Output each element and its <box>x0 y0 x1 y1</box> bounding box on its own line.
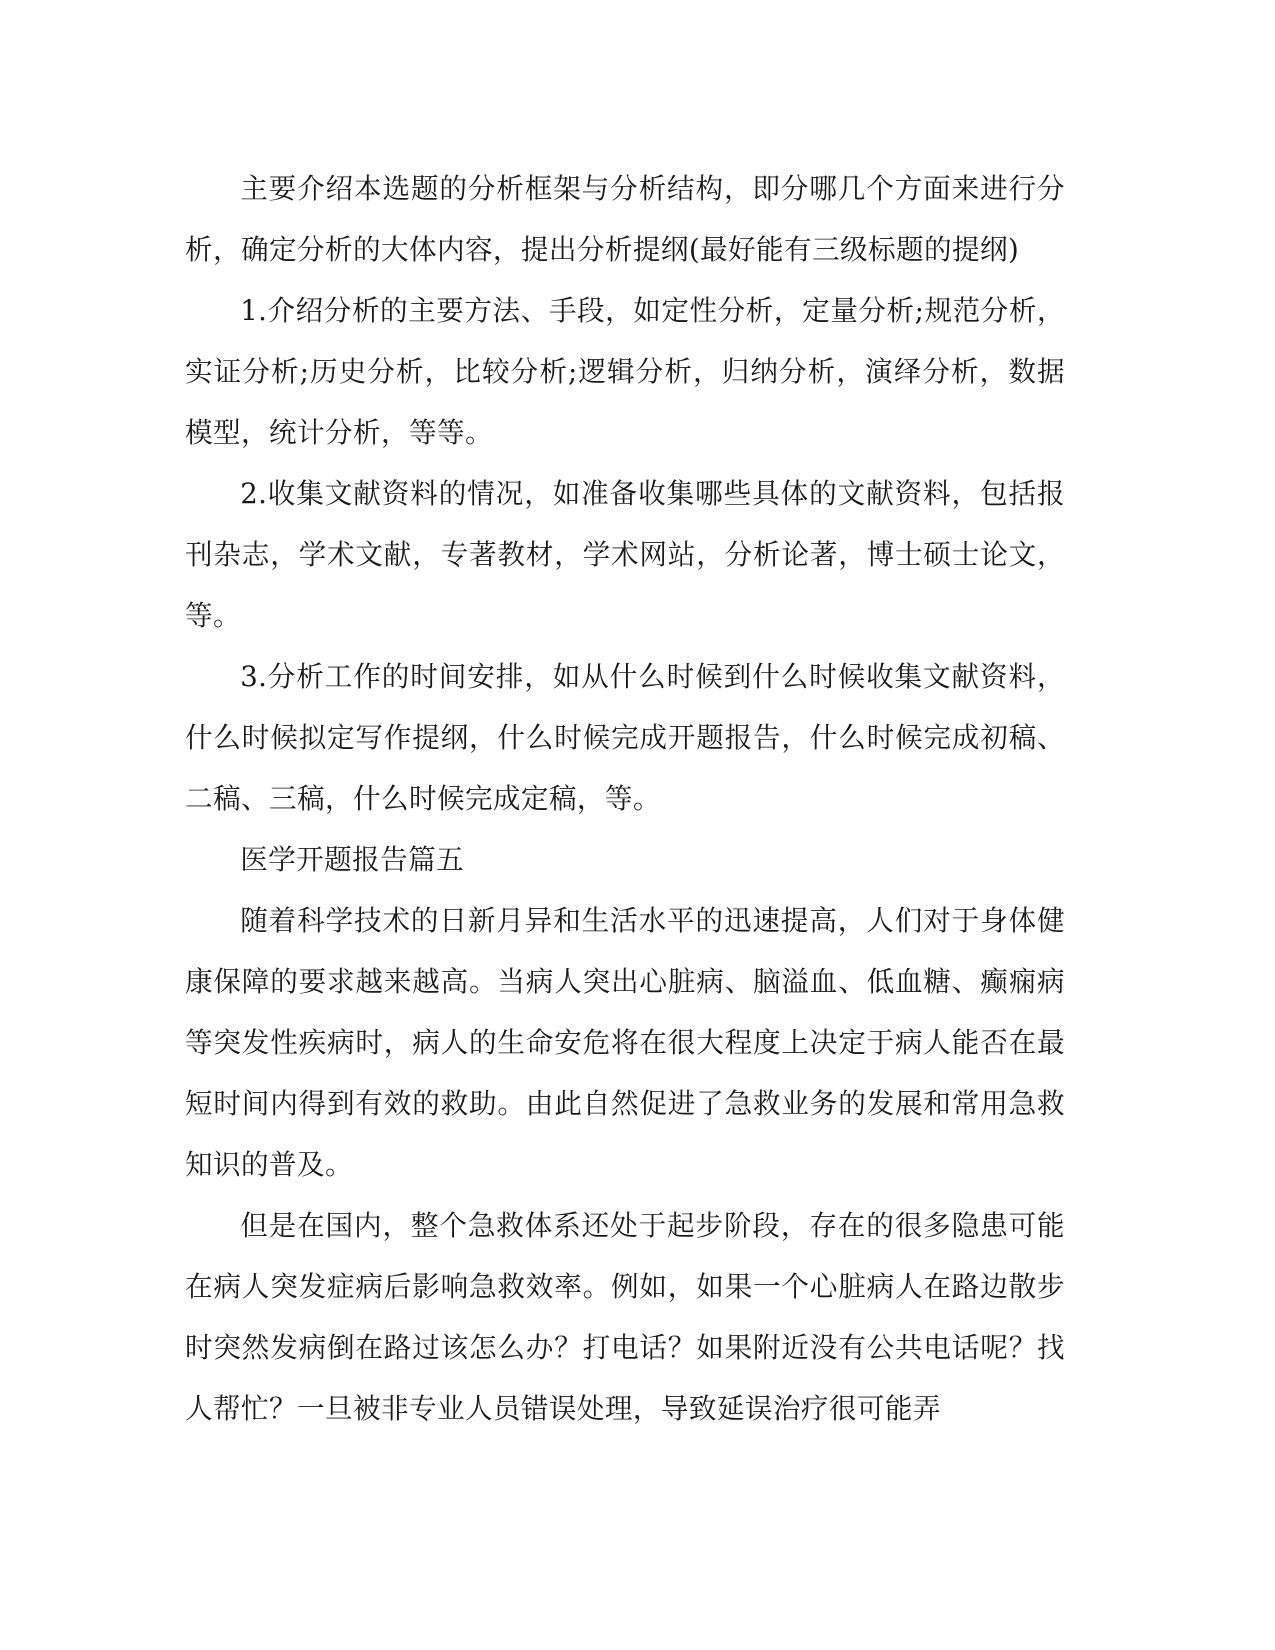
paragraph-schedule: 3.分析工作的时间安排，如从什么时候到什么时候收集文献资料，什么时候拟定写作提纲，什么时候完成开题报告，什么时候完成初稿、二稿、三稿，什么时候完成定稿，等。 <box>185 660 1065 815</box>
section-heading: 医学开题报告篇五 <box>240 843 465 876</box>
paragraph-literature: 2.收集文献资料的情况，如准备收集哪些具体的文献资料，包括报刊杂志，学术文献，专著教材，学术网站，分析论著，博士硕士论文，等。 <box>185 477 1065 632</box>
paragraph-domestic-status: 但是在国内，整个急救体系还处于起步阶段，存在的很多隐患可能在病人突发症病后影响急救效率。例如，如果一个心脏病人在路边散步时突然发病倒在路过该怎么办？打电话？如果附近没有公共电话呢？找人帮忙？一旦被非专业人员错误处理，导致延误治疗很可能弄 <box>185 1209 1065 1425</box>
paragraph-methods: 1.介绍分析的主要方法、手段，如定性分析，定量分析;规范分析，实证分析;历史分析，比较分析;逻辑分析，归纳分析，演绎分析，数据模型，统计分析，等等。 <box>185 294 1065 449</box>
document-body <box>185 158 1065 1439</box>
paragraph-analysis-framework: 主要介绍本选题的分析框架与分析结构，即分哪几个方面来进行分析，确定分析的大体内容，提出分析提纲(最好能有三级标题的提纲) <box>185 172 1065 266</box>
paragraph-background: 随着科学技术的日新月异和生活水平的迅速提高，人们对于身体健康保障的要求越来越高。当病人突出心脏病、脑溢血、低血糖、癫痫病等突发性疾病时，病人的生命安危将在很大程度上决定于病人能否在最短时间内得到有效的救助。由此自然促进了急救业务的发展和常用急救知识的普及。 <box>185 904 1065 1181</box>
